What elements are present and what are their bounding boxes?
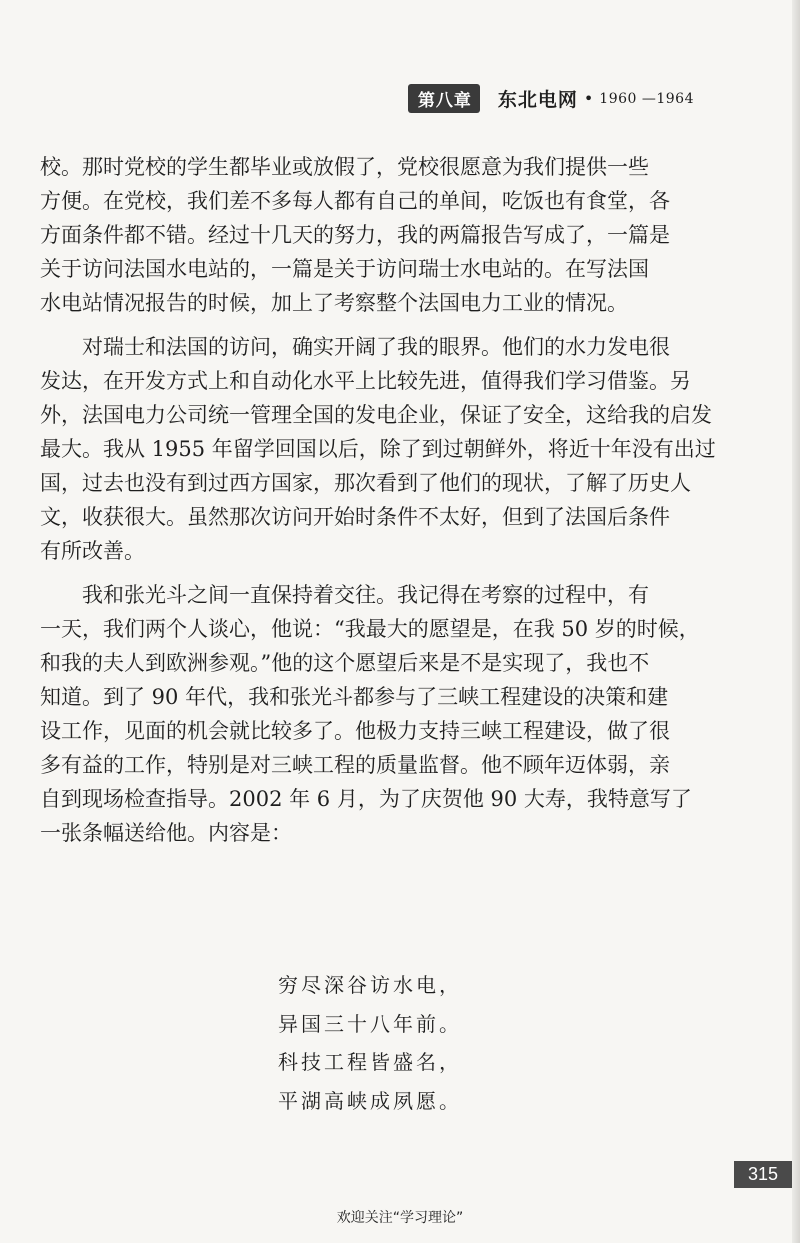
text-line: 关于访问法国水电站的，一篇是关于访问瑞士水电站的。在写法国	[40, 257, 649, 281]
chapter-badge: 第八章	[408, 84, 480, 113]
header-separator: •	[583, 89, 594, 108]
poem-line: 平湖高峡成夙愿。	[278, 1088, 462, 1113]
text-line: 文，收获很大。虽然那次访问开始时条件不太好，但到了法国后条件	[40, 505, 670, 529]
text-line: 有所改善。	[40, 539, 145, 563]
page-number: 315	[734, 1161, 792, 1188]
text-line: 国，过去也没有到过西方国家，那次看到了他们的现状，了解了历史人	[40, 471, 691, 495]
text-line: 方面条件都不错。经过十几天的努力，我的两篇报告写成了，一篇是	[40, 223, 670, 247]
text-line: 对瑞士和法国的访问，确实开阔了我的眼界。他们的水力发电很	[82, 335, 670, 359]
text-line: 一天，我们两个人谈心，他说：“我最大的愿望是，在我 50 岁的时候，	[40, 617, 700, 641]
text-line: 知道。到了 90 年代，我和张光斗都参与了三峡工程建设的决策和建	[40, 685, 669, 709]
page-edge	[792, 0, 800, 1243]
poem-line: 异国三十八年前。	[278, 1011, 462, 1036]
text-line: 外，法国电力公司统一管理全国的发电企业，保证了安全，这给我的启发	[40, 403, 712, 427]
text-line: 发达，在开发方式上和自动化水平上比较先进，值得我们学习借鉴。另	[40, 369, 691, 393]
text-line: 设工作，见面的机会就比较多了。他极力支持三峡工程建设，做了很	[40, 719, 670, 743]
poem	[278, 966, 462, 1120]
footer-watermark: 欢迎关注“学习理论”	[336, 1210, 464, 1226]
chapter-title: 东北电网	[497, 89, 578, 111]
text-line: 我和张光斗之间一直保持着交往。我记得在考察的过程中，有	[82, 583, 649, 607]
text-line: 一张条幅送给他。内容是：	[40, 821, 292, 845]
running-header	[408, 84, 694, 113]
text-line: 和我的夫人到欧洲参观。”他的这个愿望后来是不是实现了，我也不	[40, 651, 650, 675]
poem-line: 科技工程皆盛名，	[278, 1050, 462, 1074]
text-line: 水电站情况报告的时候，加上了考察整个法国电力工业的情况。	[40, 291, 628, 315]
text-line: 最大。我从 1955 年留学回国以后，除了到过朝鲜外，将近十年没有出过	[40, 437, 716, 461]
text-line: 多有益的工作，特别是对三峡工程的质量监督。他不顾年迈体弱，亲	[40, 753, 670, 777]
text-line: 方便。在党校，我们差不多每人都有自己的单间，吃饭也有食堂，各	[40, 189, 670, 213]
poem-line: 穷尽深谷访水电，	[278, 973, 462, 997]
body-text	[40, 150, 716, 850]
text-line: 自到现场检查指导。2002 年 6 月，为了庆贺他 90 大寿，我特意写了	[40, 787, 692, 811]
chapter-years: 1960 —1964	[599, 90, 694, 107]
text-line: 校。那时党校的学生都毕业或放假了，党校很愿意为我们提供一些	[40, 155, 649, 179]
